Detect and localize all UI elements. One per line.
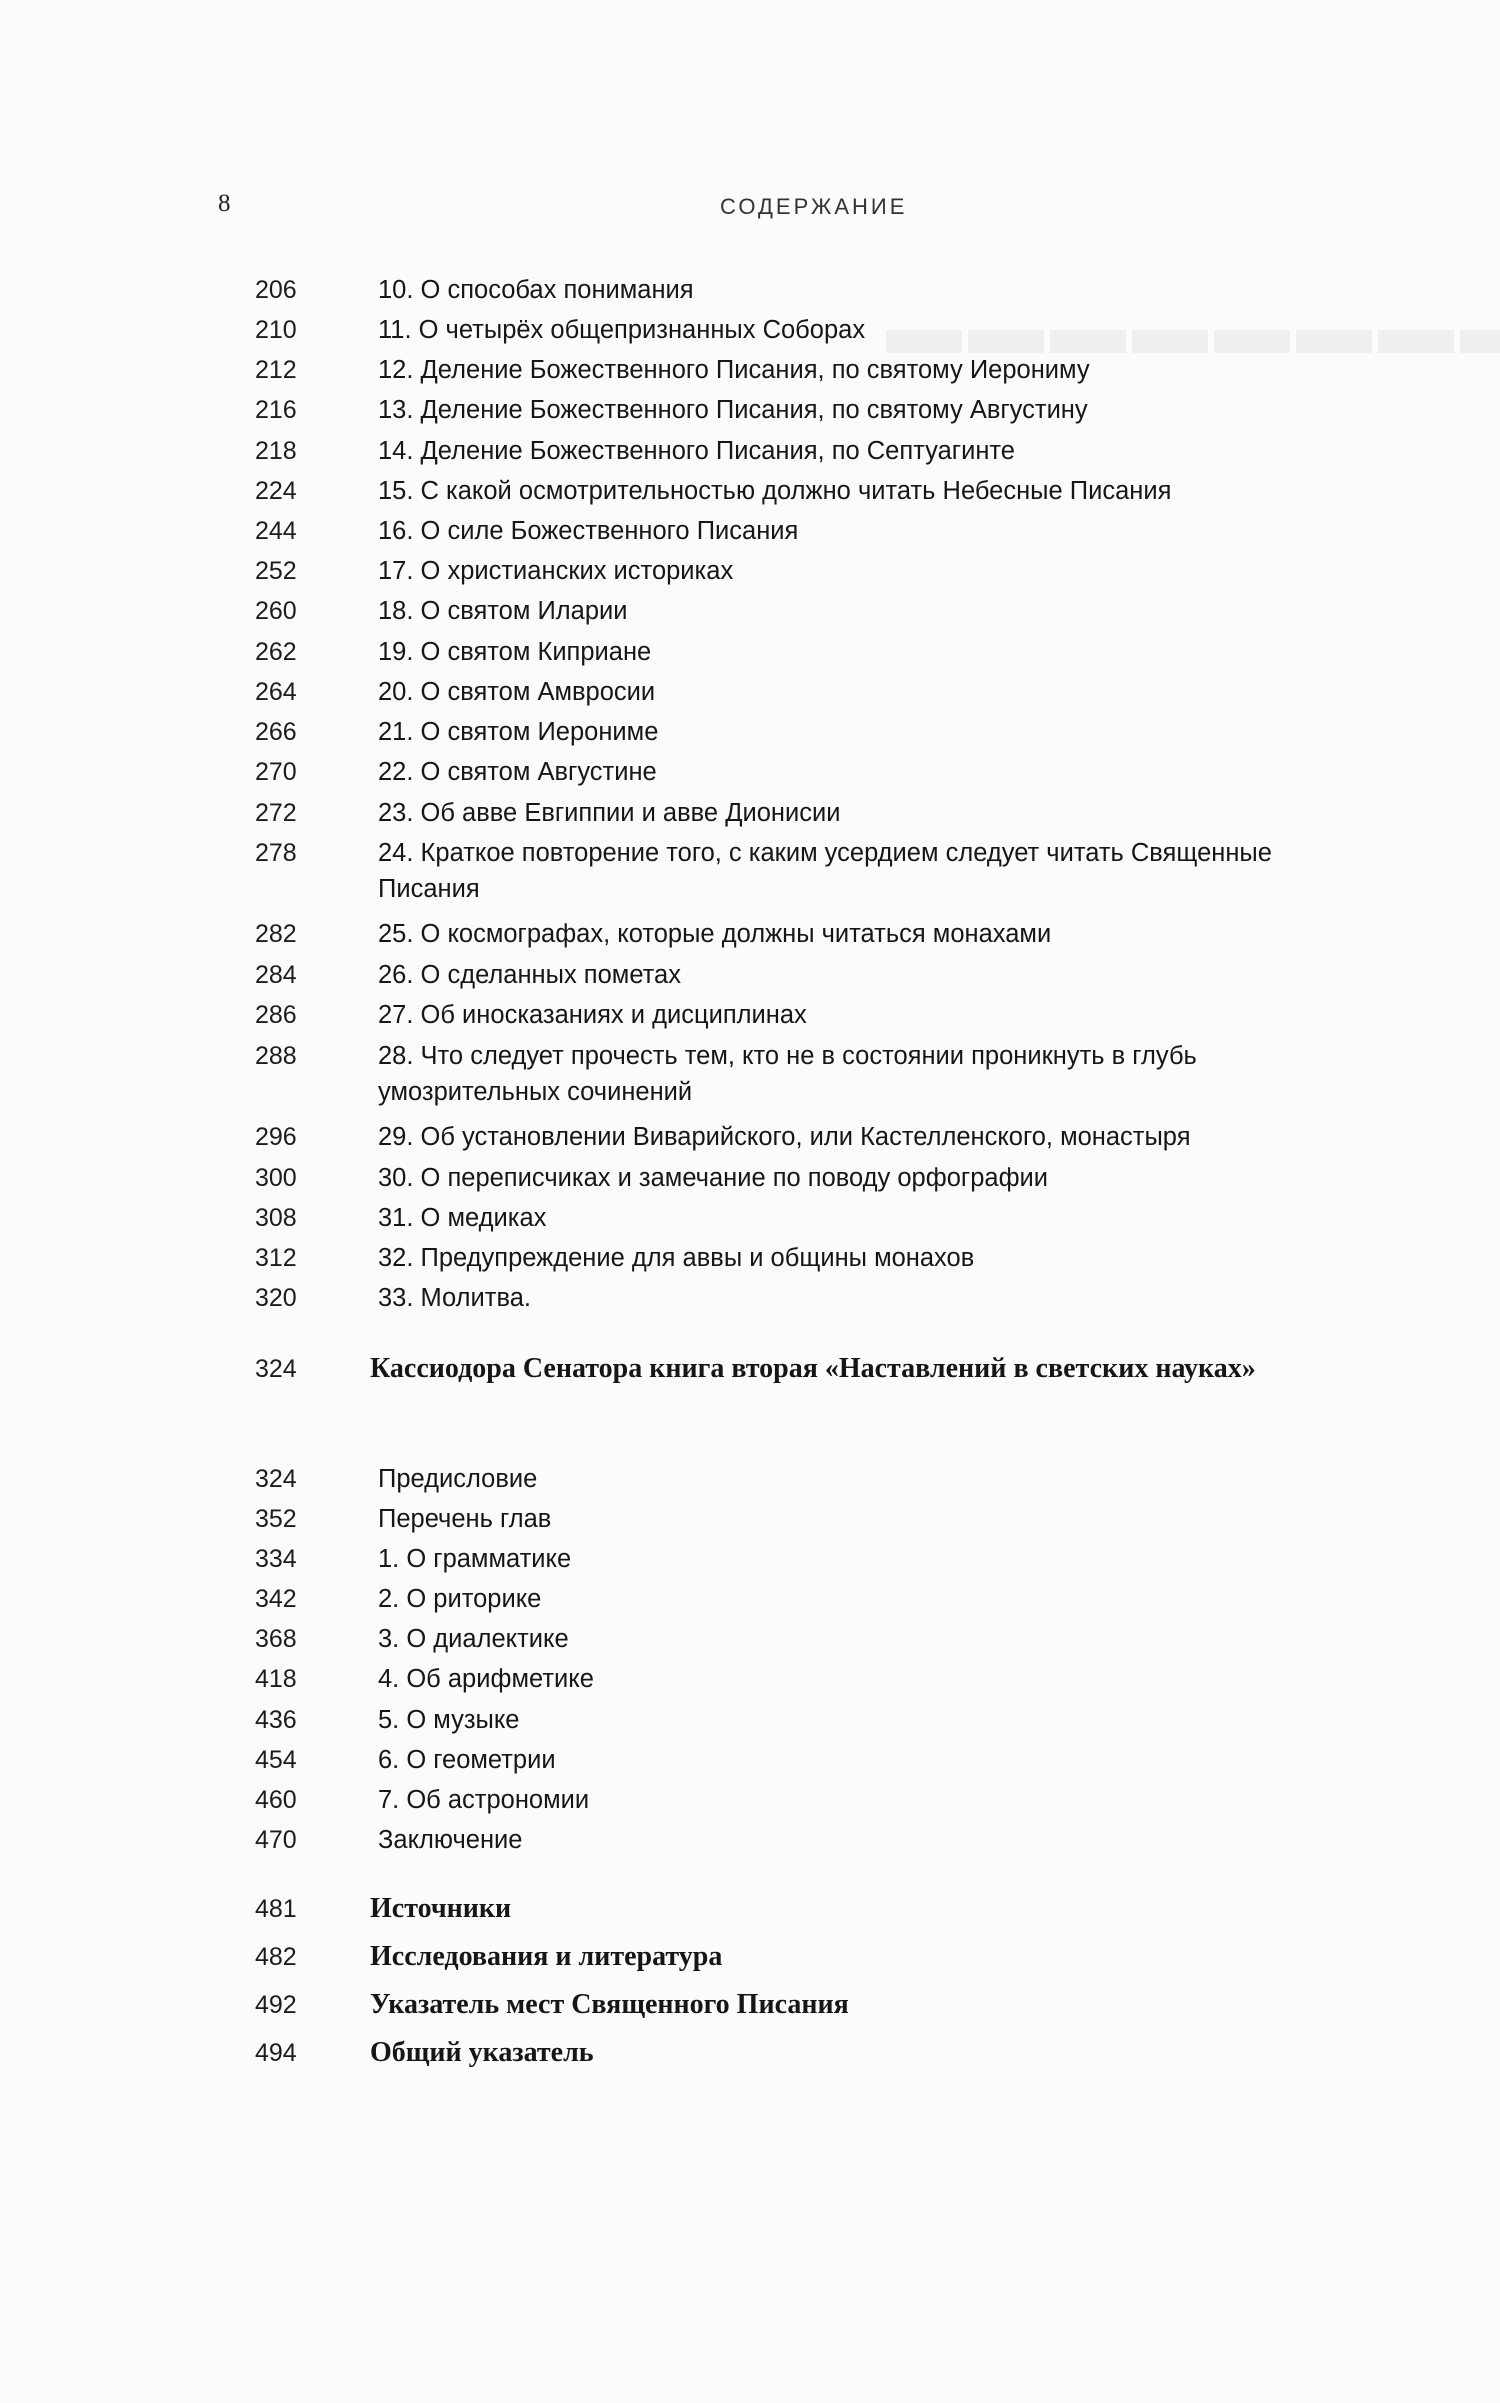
toc-title: 32. Предупреждение для аввы и общины монахов bbox=[378, 1244, 975, 1272]
toc-page-number: 368 bbox=[255, 1625, 297, 1653]
toc-title: 30. О переписчиках и замечание по поводу орфографии bbox=[378, 1164, 1049, 1192]
toc-title: Кассиодора Сенатора книга вторая «Наставлений в светских науках» bbox=[370, 1353, 1256, 1384]
toc-page-number: 324 bbox=[255, 1465, 297, 1493]
toc-page-number: 282 bbox=[255, 920, 297, 948]
toc-page-number: 308 bbox=[255, 1204, 297, 1232]
toc-title: 23. Об авве Евгиппии и авве Дионисии bbox=[378, 799, 841, 827]
toc-page-number: 272 bbox=[255, 799, 297, 827]
toc-title: 26. О сделанных пометах bbox=[378, 961, 681, 989]
toc-page-number: 324 bbox=[255, 1355, 297, 1383]
toc-title: 2. О риторике bbox=[378, 1585, 542, 1613]
toc-page-number: 481 bbox=[255, 1895, 297, 1923]
toc-title: 19. О святом Киприане bbox=[378, 638, 652, 666]
toc-title: 1. О грамматике bbox=[378, 1545, 572, 1573]
toc-title: Заключение bbox=[378, 1826, 523, 1854]
toc-title: 33. Молитва. bbox=[378, 1284, 532, 1312]
running-head: СОДЕРЖАНИЕ bbox=[720, 194, 908, 219]
toc-page-number: 284 bbox=[255, 961, 297, 989]
toc-page-number: 460 bbox=[255, 1786, 297, 1814]
toc-title: 21. О святом Иерониме bbox=[378, 718, 659, 746]
toc-page-number: 454 bbox=[255, 1746, 297, 1774]
toc-page-number: 224 bbox=[255, 477, 297, 505]
toc-title: 22. О святом Августине bbox=[378, 758, 657, 786]
page-number: 8 bbox=[218, 190, 231, 217]
toc-page-number: 494 bbox=[255, 2039, 297, 2067]
toc-page-number: 286 bbox=[255, 1001, 297, 1029]
toc-title: Перечень глав bbox=[378, 1505, 552, 1533]
toc-title: 25. О космографах, которые должны читаться монахами bbox=[378, 920, 1052, 948]
toc-page-number: 352 bbox=[255, 1505, 297, 1533]
toc-page-number: 342 bbox=[255, 1585, 297, 1613]
toc-page-number: 262 bbox=[255, 638, 297, 666]
toc-page-number: 210 bbox=[255, 316, 297, 344]
toc-title: 17. О христианских историках bbox=[378, 557, 734, 585]
toc-title: 12. Деление Божественного Писания, по святому Иерониму bbox=[378, 356, 1090, 384]
toc-title: 7. Об астрономии bbox=[378, 1786, 590, 1814]
toc-page-number: 218 bbox=[255, 437, 297, 465]
toc-title: 18. О святом Иларии bbox=[378, 597, 628, 625]
toc-title: 5. О музыке bbox=[378, 1706, 520, 1734]
toc-title: 16. О силе Божественного Писания bbox=[378, 517, 799, 545]
toc-title: 28. Что следует прочесть тем, кто не в состоянии проникнуть в глубь умозрительных сочинений bbox=[378, 1042, 1197, 1106]
toc-page-number: 212 bbox=[255, 356, 297, 384]
toc-page-number: 300 bbox=[255, 1164, 297, 1192]
toc-page-number: 482 bbox=[255, 1943, 297, 1971]
toc-page-number: 264 bbox=[255, 678, 297, 706]
toc-title: Источники bbox=[370, 1893, 512, 1924]
toc-page-number: 260 bbox=[255, 597, 297, 625]
toc-title: 13. Деление Божественного Писания, по святому Августину bbox=[378, 396, 1088, 424]
toc-title: 27. Об иносказаниях и дисциплинах bbox=[378, 1001, 807, 1029]
toc-page-number: 436 bbox=[255, 1706, 297, 1734]
toc-title: 15. С какой осмотрительностью должно читать Небесные Писания bbox=[378, 477, 1172, 505]
toc-page-number: 278 bbox=[255, 839, 297, 867]
toc-title: Указатель мест Священного Писания bbox=[370, 1989, 849, 2020]
toc-page-number: 312 bbox=[255, 1244, 297, 1272]
toc-page-number: 288 bbox=[255, 1042, 297, 1070]
toc-title: 24. Краткое повторение того, с каким усердием следует читать Священные Писания bbox=[378, 839, 1272, 903]
toc-page-number: 320 bbox=[255, 1284, 297, 1312]
toc-page-number: 266 bbox=[255, 718, 297, 746]
toc-title: 6. О геометрии bbox=[378, 1746, 556, 1774]
toc-title: 3. О диалектике bbox=[378, 1625, 569, 1653]
toc-title: 4. Об арифметике bbox=[378, 1665, 594, 1693]
toc-page-number: 334 bbox=[255, 1545, 297, 1573]
toc-page-number: 418 bbox=[255, 1665, 297, 1693]
toc-title: Исследования и литература bbox=[370, 1941, 723, 1972]
toc-page-number: 492 bbox=[255, 1991, 297, 2019]
toc-page-number: 252 bbox=[255, 557, 297, 585]
toc-title: 11. О четырёх общепризнанных Соборах bbox=[378, 316, 866, 344]
toc-title: 20. О святом Амвросии bbox=[378, 678, 656, 706]
toc-page-number: 470 bbox=[255, 1826, 297, 1854]
toc-page-number: 296 bbox=[255, 1123, 297, 1151]
toc-title: 29. Об установлении Виварийского, или Кастелленского, монастыря bbox=[378, 1123, 1191, 1151]
toc-page-number: 270 bbox=[255, 758, 297, 786]
toc-title: Предисловие bbox=[378, 1465, 538, 1493]
toc-title: 10. О способах понимания bbox=[378, 276, 694, 304]
toc-page-number: 206 bbox=[255, 276, 297, 304]
toc-title: 14. Деление Божественного Писания, по Септуагинте bbox=[378, 437, 1015, 465]
toc-title: 31. О медиках bbox=[378, 1204, 547, 1232]
toc-page-number: 244 bbox=[255, 517, 297, 545]
page-header bbox=[0, 190, 1500, 230]
toc-page-number: 216 bbox=[255, 396, 297, 424]
toc-title: Общий указатель bbox=[370, 2037, 594, 2068]
